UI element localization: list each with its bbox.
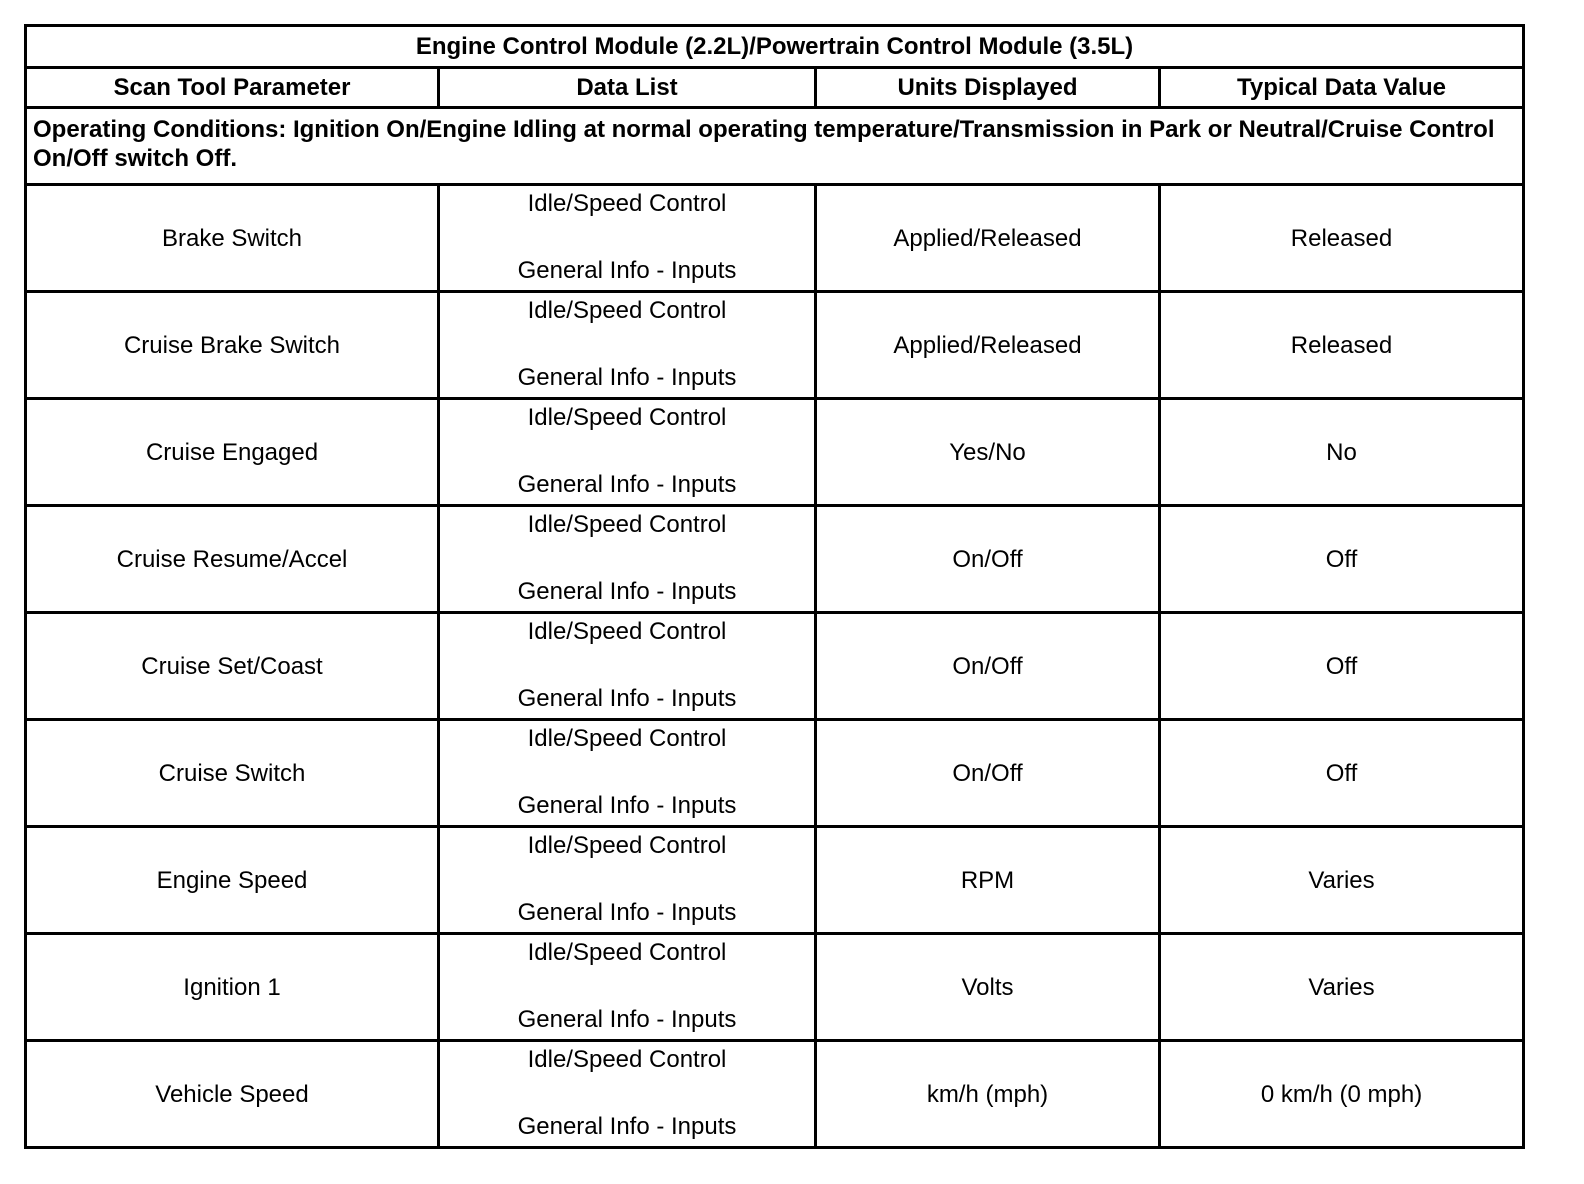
units-cell: Applied/Released (816, 185, 1160, 292)
units-cell: km/h (mph) (816, 1041, 1160, 1148)
parameter-cell: Cruise Engaged (26, 399, 439, 506)
data-list-secondary: General Info - Inputs (517, 578, 737, 605)
typical-value-cell: No (1160, 399, 1524, 506)
header-typical-data-value: Typical Data Value (1160, 68, 1524, 108)
table-row (26, 292, 1524, 399)
table-row (26, 506, 1524, 613)
units-cell: On/Off (816, 613, 1160, 720)
parameter-cell: Cruise Brake Switch (26, 292, 439, 399)
typical-value-cell: Released (1160, 185, 1524, 292)
data-list-primary: Idle/Speed Control (527, 511, 727, 538)
data-list-cell (439, 720, 816, 827)
data-list-secondary: General Info - Inputs (517, 471, 737, 498)
data-list-stack (440, 293, 814, 397)
units-cell: Applied/Released (816, 292, 1160, 399)
typical-value-cell: Varies (1160, 934, 1524, 1041)
data-list-cell (439, 399, 816, 506)
parameter-cell: Cruise Resume/Accel (26, 506, 439, 613)
table-header-row (26, 68, 1524, 108)
data-list-stack (440, 935, 814, 1039)
table-row (26, 613, 1524, 720)
data-list-secondary: General Info - Inputs (517, 1006, 737, 1033)
data-list-stack (440, 1042, 814, 1146)
scan-tool-data-table (24, 24, 1525, 1149)
parameter-cell: Cruise Switch (26, 720, 439, 827)
header-units-displayed: Units Displayed (816, 68, 1160, 108)
data-list-cell (439, 934, 816, 1041)
data-list-cell (439, 1041, 816, 1148)
data-list-stack (440, 721, 814, 825)
data-list-secondary: General Info - Inputs (517, 1113, 737, 1140)
data-list-secondary: General Info - Inputs (517, 792, 737, 819)
parameter-cell: Cruise Set/Coast (26, 613, 439, 720)
data-list-stack (440, 507, 814, 611)
parameter-cell: Engine Speed (26, 827, 439, 934)
data-list-secondary: General Info - Inputs (517, 257, 737, 284)
units-cell: RPM (816, 827, 1160, 934)
table-row (26, 934, 1524, 1041)
data-list-cell (439, 827, 816, 934)
data-list-secondary: General Info - Inputs (517, 685, 737, 712)
table-title: Engine Control Module (2.2L)/Powertrain Control Module (3.5L) (26, 26, 1524, 68)
data-list-primary: Idle/Speed Control (527, 939, 727, 966)
data-list-primary: Idle/Speed Control (527, 1046, 727, 1073)
parameter-cell: Ignition 1 (26, 934, 439, 1041)
typical-value-cell: Varies (1160, 827, 1524, 934)
units-cell: On/Off (816, 720, 1160, 827)
data-list-primary: Idle/Speed Control (527, 618, 727, 645)
data-list-primary: Idle/Speed Control (527, 832, 727, 859)
data-list-stack (440, 186, 814, 290)
table-row (26, 720, 1524, 827)
data-list-primary: Idle/Speed Control (527, 404, 727, 431)
parameter-cell: Brake Switch (26, 185, 439, 292)
header-scan-tool-parameter: Scan Tool Parameter (26, 68, 439, 108)
data-list-primary: Idle/Speed Control (527, 725, 727, 752)
typical-value-cell: Released (1160, 292, 1524, 399)
typical-value-cell: Off (1160, 506, 1524, 613)
units-cell: Yes/No (816, 399, 1160, 506)
typical-value-cell: Off (1160, 613, 1524, 720)
data-list-primary: Idle/Speed Control (527, 297, 727, 324)
data-list-cell (439, 506, 816, 613)
data-list-stack (440, 828, 814, 932)
parameter-cell: Vehicle Speed (26, 1041, 439, 1148)
table-title-row (26, 26, 1524, 68)
data-list-cell (439, 185, 816, 292)
operating-conditions-row (26, 108, 1524, 185)
data-list-stack (440, 614, 814, 718)
header-data-list: Data List (439, 68, 816, 108)
data-list-primary: Idle/Speed Control (527, 190, 727, 217)
table-row (26, 399, 1524, 506)
typical-value-cell: Off (1160, 720, 1524, 827)
operating-conditions: Operating Conditions: Ignition On/Engine Idling at normal operating temperature/Transmission in Park or Neutral/Cruise Control On/Off switch Off. (26, 108, 1524, 185)
table-row (26, 827, 1524, 934)
table-row (26, 185, 1524, 292)
data-list-cell (439, 292, 816, 399)
data-list-cell (439, 613, 816, 720)
data-list-secondary: General Info - Inputs (517, 364, 737, 391)
units-cell: On/Off (816, 506, 1160, 613)
data-list-stack (440, 400, 814, 504)
data-list-secondary: General Info - Inputs (517, 899, 737, 926)
typical-value-cell: 0 km/h (0 mph) (1160, 1041, 1524, 1148)
table-row (26, 1041, 1524, 1148)
units-cell: Volts (816, 934, 1160, 1041)
scan-data-sheet (24, 24, 1522, 1149)
